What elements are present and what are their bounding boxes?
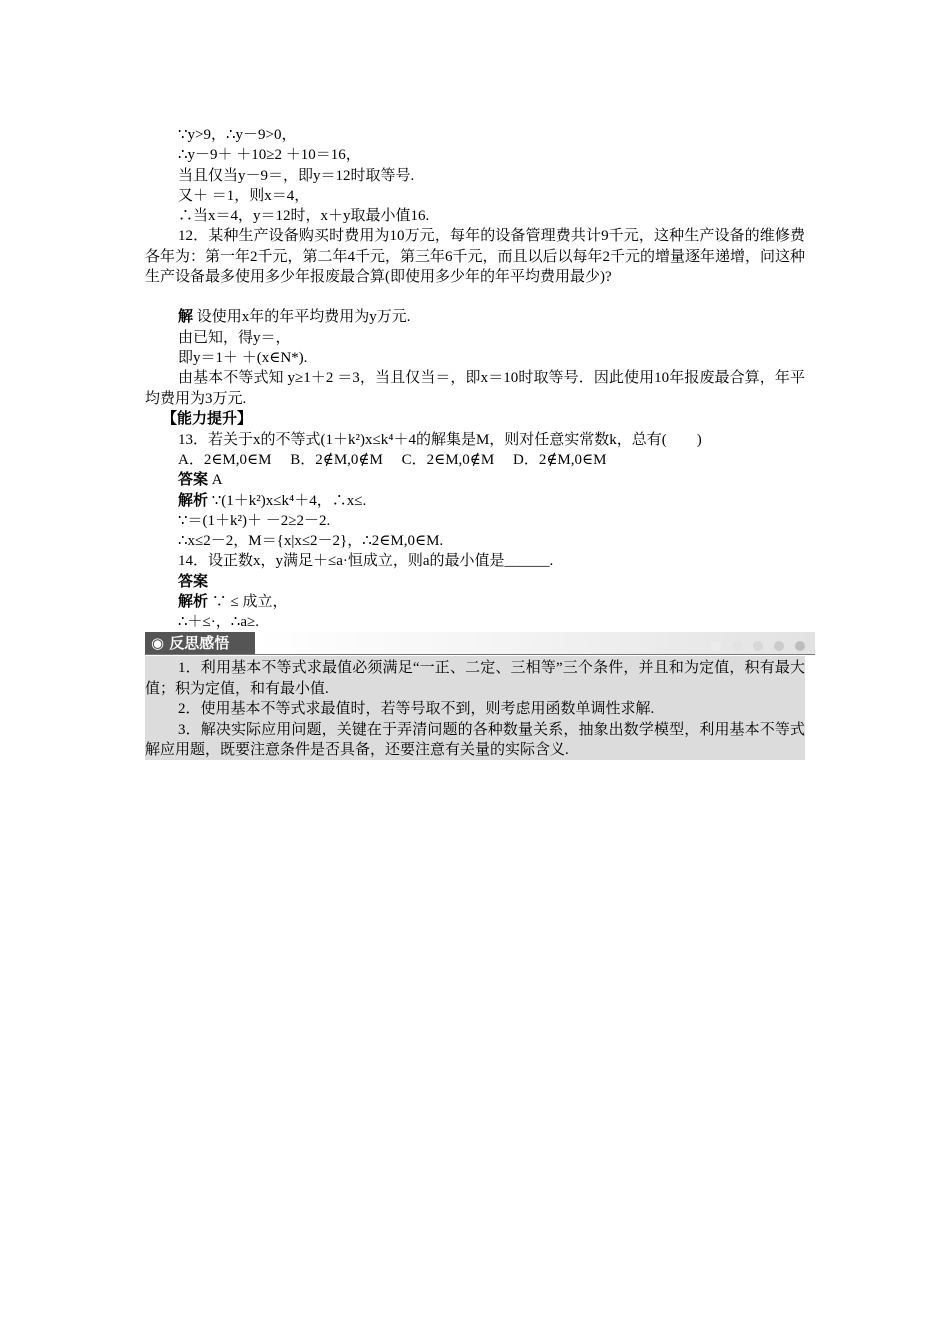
q13-options: A．2∈M,0∈M B．2∉M,0∉M C．2∈M,0∉M D．2∉M,0∈M	[178, 451, 607, 468]
q12-solution-text: 设使用x年的年平均费用为y万元.	[193, 309, 411, 326]
reflection-point-2: 2．使用基本不等式求最值时，若等号取不到，则考虑用函数单调性求解.	[178, 701, 655, 717]
q13-answer-value: A	[208, 472, 223, 489]
q13-analysis	[145, 491, 805, 511]
q13-analysis-line-3: ∴x≤2－2，M＝{x|x≤2－2}，∴2∈M,0∈M.	[178, 533, 444, 550]
solution-label: 解	[178, 309, 194, 326]
dot-icon	[711, 641, 721, 651]
solution-line-3: 当且仅当y－9＝，即y＝12时取等号.	[178, 167, 415, 184]
solution-line-5: ∴当x＝4，y＝12时，x＋y取最小值16.	[178, 208, 430, 225]
banner-gradient	[255, 632, 815, 654]
question-13: 13．若关于x的不等式(1＋k²)x≤k⁴＋4的解集是M，则对任意实常数k，总有( )	[178, 431, 702, 448]
q14-analysis	[145, 592, 805, 612]
dot-icon	[753, 641, 763, 651]
q14-analysis-line-1: ∵ ≤ 成立，	[208, 594, 288, 611]
analysis-label: 解析	[178, 594, 209, 611]
dot-icon	[732, 641, 742, 651]
q12-line-3: 即y＝1＋ ＋(x∈N*).	[178, 350, 308, 367]
q12-solution-intro	[145, 307, 805, 327]
question-12: 12．某种生产设备购买时费用为10万元，每年的设备管理费共计9千元，这种生产设备的维修费各年为：第一年2千元，第二年4千元，第三年6千元，而且以后以每年2千元的增量逐年递增，问这种生产设备最多使用多少年报废最合算(即使用多少年的年平均费用最少)?	[145, 228, 806, 286]
q13-analysis-line-2: ∵＝(1＋k²)＋ －2≥2－2.	[178, 512, 331, 529]
answer-label: 答案	[178, 472, 209, 489]
section-title: 【能力提升】	[162, 411, 253, 428]
banner-title: ◉ 反思感悟	[145, 632, 255, 654]
solution-line-4: 又＋ ＝1，则x＝4，	[178, 187, 310, 204]
reflection-point-1: 1．利用基本不等式求最值必须满足“一正、二定、三相等”三个条件，并且和为定值，积有最大值；积为定值，和有最小值.	[145, 660, 805, 697]
dot-icon	[795, 641, 805, 651]
reflection-point-3: 3．解决实际应用问题，关键在于弄清问题的各种数量关系，抽象出数学模型，利用基本不等式解应用题，既要注意条件是否具备，还要注意有关量的实际含义.	[145, 721, 805, 758]
q14-answer-label: 答案	[178, 573, 209, 590]
q13-answer	[145, 470, 805, 490]
q13-analysis-line-1: ∵(1＋k²)x≤k⁴＋4，∴x≤.	[208, 492, 367, 509]
solution-line-1: ∵y>9，∴y－9>0，	[178, 127, 297, 143]
reflection-box	[145, 656, 805, 760]
document-body	[145, 125, 805, 633]
q12-line-4: 由基本不等式知 y≥1＋2 ＝3，当且仅当＝，即x＝10时取等号．因此使用10年报废最合算，年平均费用为3万元.	[145, 370, 805, 407]
q12-line-2: 由已知，得y＝，	[178, 329, 291, 346]
decorative-dots	[700, 638, 805, 656]
question-14: 14．设正数x，y满足＋≤a·恒成立，则a的最小值是______.	[178, 553, 554, 570]
solution-line-2: ∴y－9＋ ＋10≥2 ＋10＝16，	[178, 147, 361, 164]
q14-analysis-line-2: ∴＋≤·，∴a≥.	[178, 614, 259, 631]
dot-icon	[774, 641, 784, 651]
reflection-banner	[145, 632, 815, 655]
analysis-label: 解析	[178, 492, 209, 509]
